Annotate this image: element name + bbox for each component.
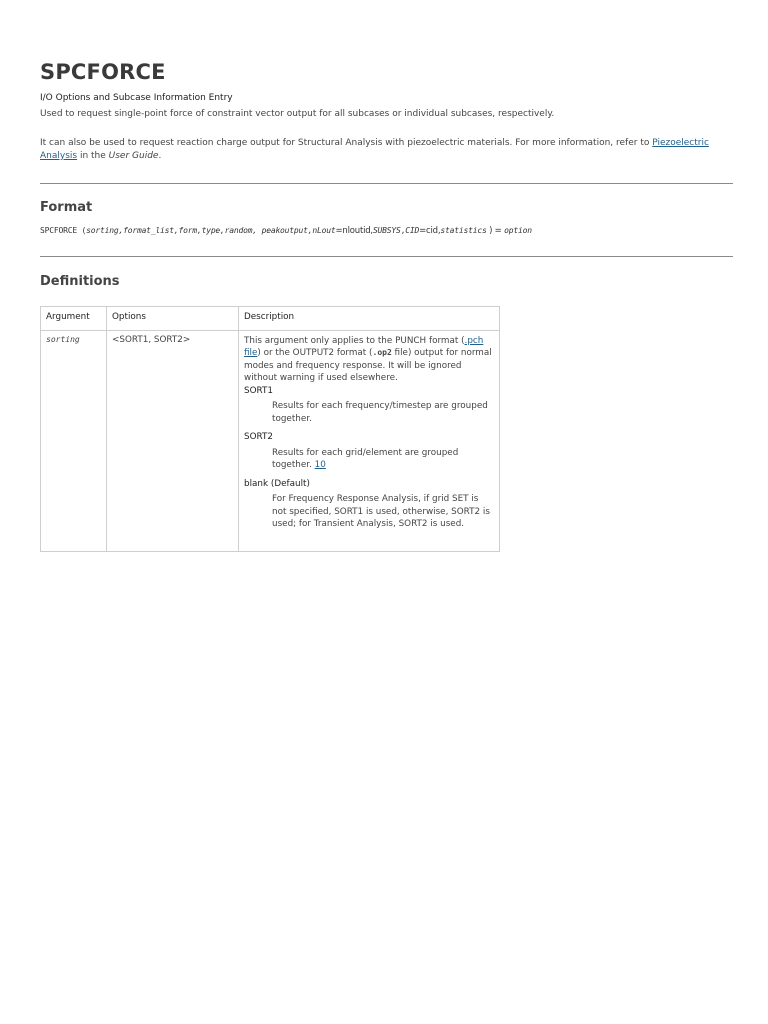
user-guide-text: User Guide <box>108 150 159 161</box>
format-close: ) = <box>486 226 505 237</box>
column-header-options: Options <box>107 306 239 330</box>
pch-file-link[interactable]: .pch file <box>244 335 484 359</box>
definitions-table <box>40 306 500 552</box>
format-cid: CID <box>405 226 420 236</box>
argument-cell: sorting <box>41 330 107 551</box>
divider <box>40 183 733 184</box>
sort1-term: SORT1 <box>244 385 273 396</box>
footnote-10-link[interactable]: 10 <box>314 460 326 471</box>
format-option: option <box>504 226 532 236</box>
description-text-part: This argument only applies to the PUNCH format ( <box>244 335 465 346</box>
column-header-argument: Argument <box>41 306 107 330</box>
divider <box>40 256 733 257</box>
sort2-term: SORT2 <box>244 432 273 443</box>
format-keyword: SPCFORCE ( <box>40 226 87 236</box>
format-nlout: nLout <box>312 226 336 236</box>
definitions-heading: Definitions <box>40 273 120 289</box>
reaction-text: It can also be used to request reaction charge output for Structural Analysis with piezoelectric materials. For more information, refer to <box>40 138 653 149</box>
options-cell: <SORT1, SORT2> <box>107 330 239 551</box>
table-header-row <box>41 306 500 330</box>
piezoelectric-analysis-link[interactable]: Piezoelectric Analysis <box>40 138 709 161</box>
format-cid-value: =cid, <box>419 226 441 237</box>
format-statistics: statistics <box>440 226 487 236</box>
format-args: sorting,format_list,form,type,random, peakoutput, <box>86 226 313 236</box>
description-text-part: ) or the OUTPUT2 format ( <box>257 348 373 359</box>
format-heading: Format <box>40 200 93 216</box>
format-syntax <box>40 226 733 237</box>
description-text <box>244 335 494 385</box>
sort2-definition <box>272 447 494 472</box>
sort1-definition: Results for each frequency/timestep are grouped together. <box>272 401 488 424</box>
format-nloutid: =nloutid, <box>335 226 373 237</box>
intro-paragraph: Used to request single-point force of constraint vector output for all subcases or individual subcases, respectively. <box>40 109 555 120</box>
reaction-paragraph <box>40 137 733 162</box>
description-cell <box>239 330 500 551</box>
format-subsys: SUBSYS <box>372 226 401 236</box>
op2-code: .op2 <box>372 348 392 358</box>
reaction-text-mid: in the <box>77 150 109 161</box>
blank-default-definition: For Frequency Response Analysis, if grid SET is not specified, SORT1 is used, otherwise, SORT2 is used; for Transient Analysis, SORT2 is used. <box>272 494 490 530</box>
description-text-part: file) output for normal modes and frequency response. It will be ignored without warning if used elsewhere. <box>244 348 492 384</box>
page-title: SPCFORCE <box>40 60 166 84</box>
table-row <box>41 330 500 551</box>
short-description: I/O Options and Subcase Information Entry <box>40 93 233 103</box>
column-header-description: Description <box>239 306 500 330</box>
sort2-definition-text: Results for each grid/element are grouped together. <box>272 447 459 471</box>
format-comma: , <box>400 226 406 236</box>
reaction-text-end: . <box>158 150 162 161</box>
blank-default-term: blank (Default) <box>244 478 310 489</box>
